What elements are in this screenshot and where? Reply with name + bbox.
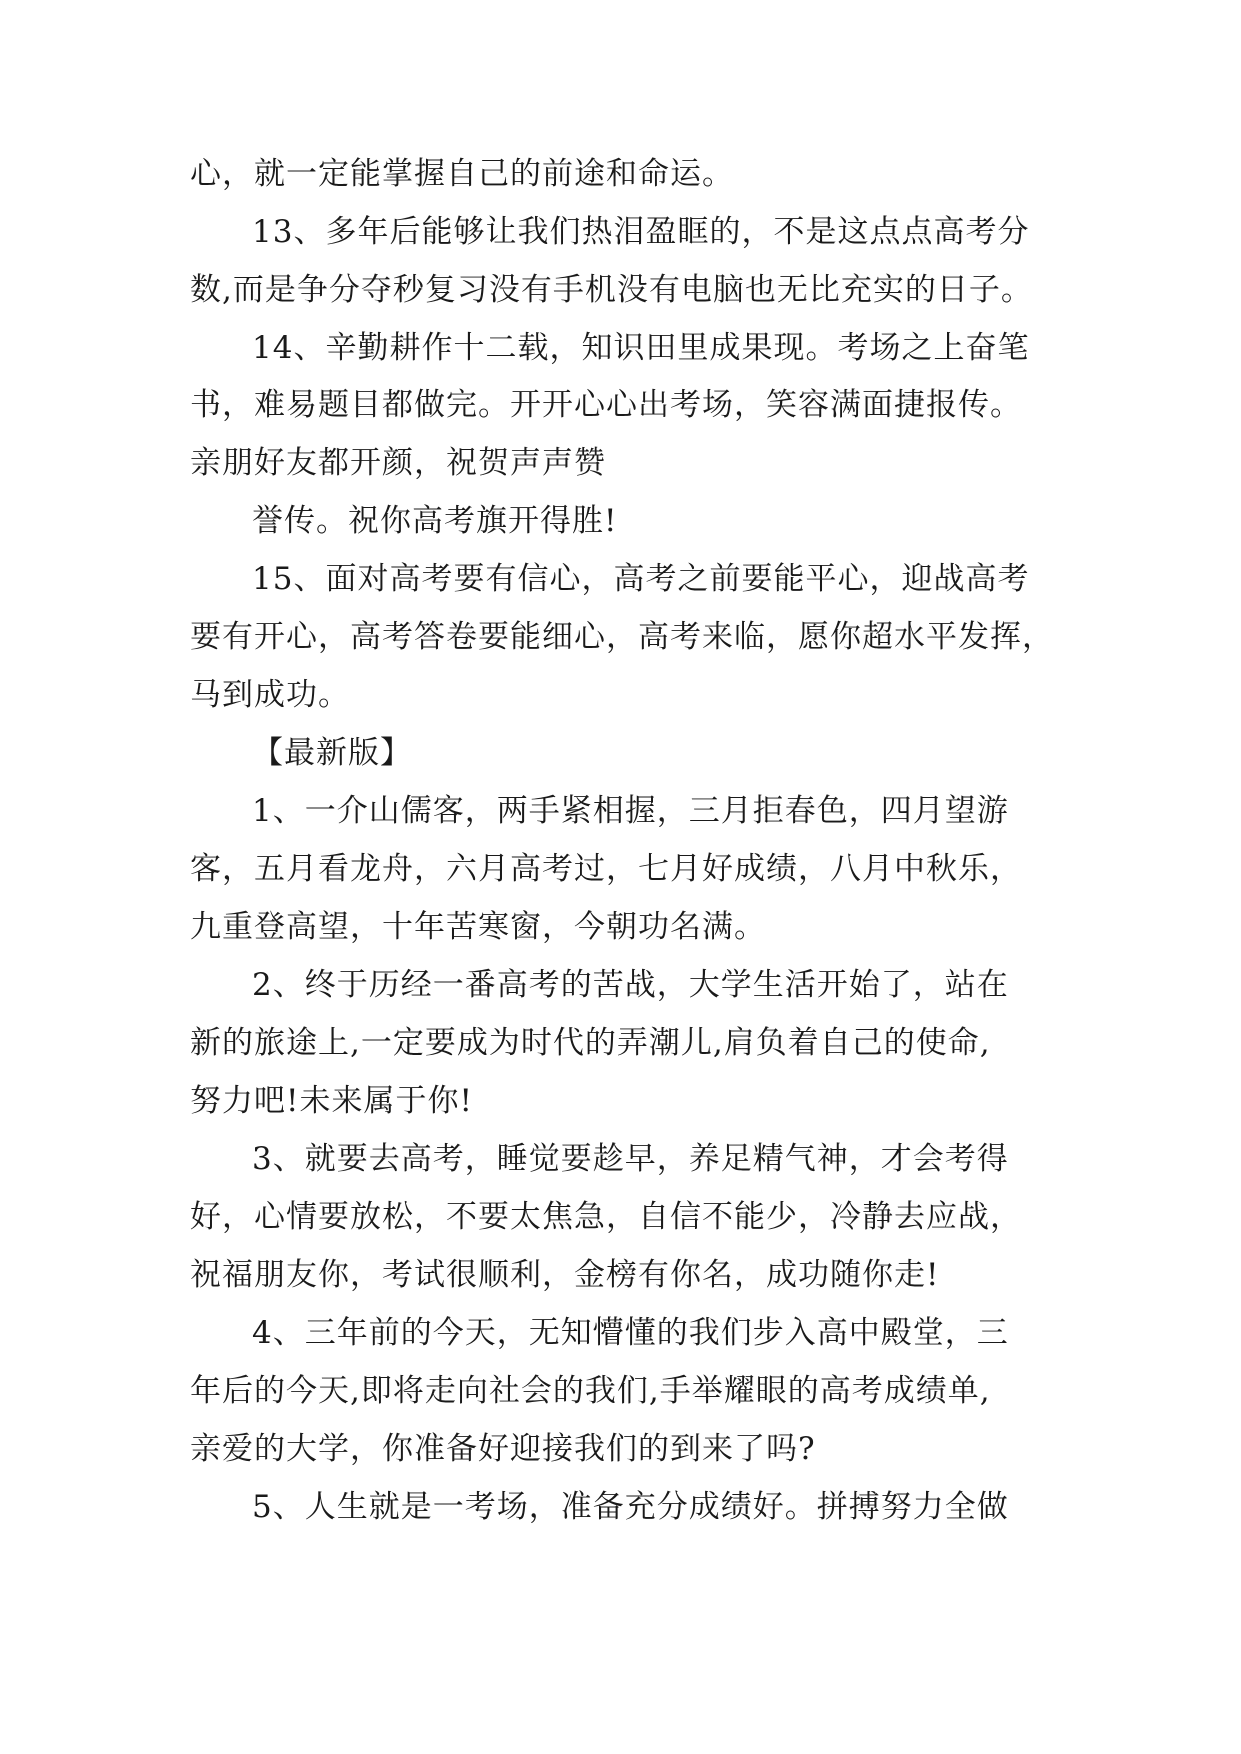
text-line: 2、终于历经一番高考的苦战，大学生活开始了，站在	[252, 967, 1009, 1003]
text-line: 马到成功。	[190, 677, 350, 713]
text-line: 5、人生就是一考场，准备充分成绩好。拼搏努力全做	[252, 1489, 1009, 1525]
text-line: 誉传。祝你高考旗开得胜!	[252, 503, 618, 539]
text-line: 3、就要去高考，睡觉要趁早，养足精气神，才会考得	[252, 1141, 1009, 1177]
text-line: 1、一介山儒客，两手紧相握，三月拒春色，四月望游	[252, 793, 1009, 829]
text-line: 要有开心，高考答卷要能细心，高考来临，愿你超水平发挥，	[190, 619, 1054, 655]
text-line: 年后的今天,即将走向社会的我们,手举耀眼的高考成绩单,	[190, 1373, 991, 1409]
text-line: 好，心情要放松，不要太焦急，自信不能少，冷静去应战，	[190, 1199, 1022, 1235]
text-line: 新的旅途上,一定要成为时代的弄潮儿,肩负着自己的使命,	[190, 1025, 991, 1061]
text-line: 15、面对高考要有信心，高考之前要能平心，迎战高考	[252, 561, 1030, 597]
text-line: 客，五月看龙舟，六月高考过，七月好成绩，八月中秋乐，	[190, 851, 1022, 887]
text-line: 13、多年后能够让我们热泪盈眶的，不是这点点高考分	[252, 214, 1030, 250]
text-line: 4、三年前的今天，无知懵懂的我们步入高中殿堂，三	[252, 1315, 1009, 1351]
section-heading: 【最新版】	[252, 735, 412, 771]
text-line: 心，就一定能掌握自己的前途和命运。	[190, 156, 734, 192]
text-line: 九重登高望，十年苦寒窗，今朝功名满。	[190, 909, 766, 945]
text-line: 亲朋好友都开颜，祝贺声声赞	[190, 445, 606, 481]
text-line: 14、辛勤耕作十二载，知识田里成果现。考场之上奋笔	[252, 330, 1030, 366]
text-line: 努力吧!未来属于你!	[190, 1083, 473, 1119]
text-line: 书，难易题目都做完。开开心心出考场，笑容满面捷报传。	[190, 387, 1022, 423]
text-line: 祝福朋友你，考试很顺利，金榜有你名，成功随你走!	[190, 1257, 940, 1293]
text-line: 数,而是争分夺秒复习没有手机没有电脑也无比充实的日子。	[190, 272, 1033, 308]
text-line: 亲爱的大学，你准备好迎接我们的到来了吗?	[190, 1431, 816, 1467]
